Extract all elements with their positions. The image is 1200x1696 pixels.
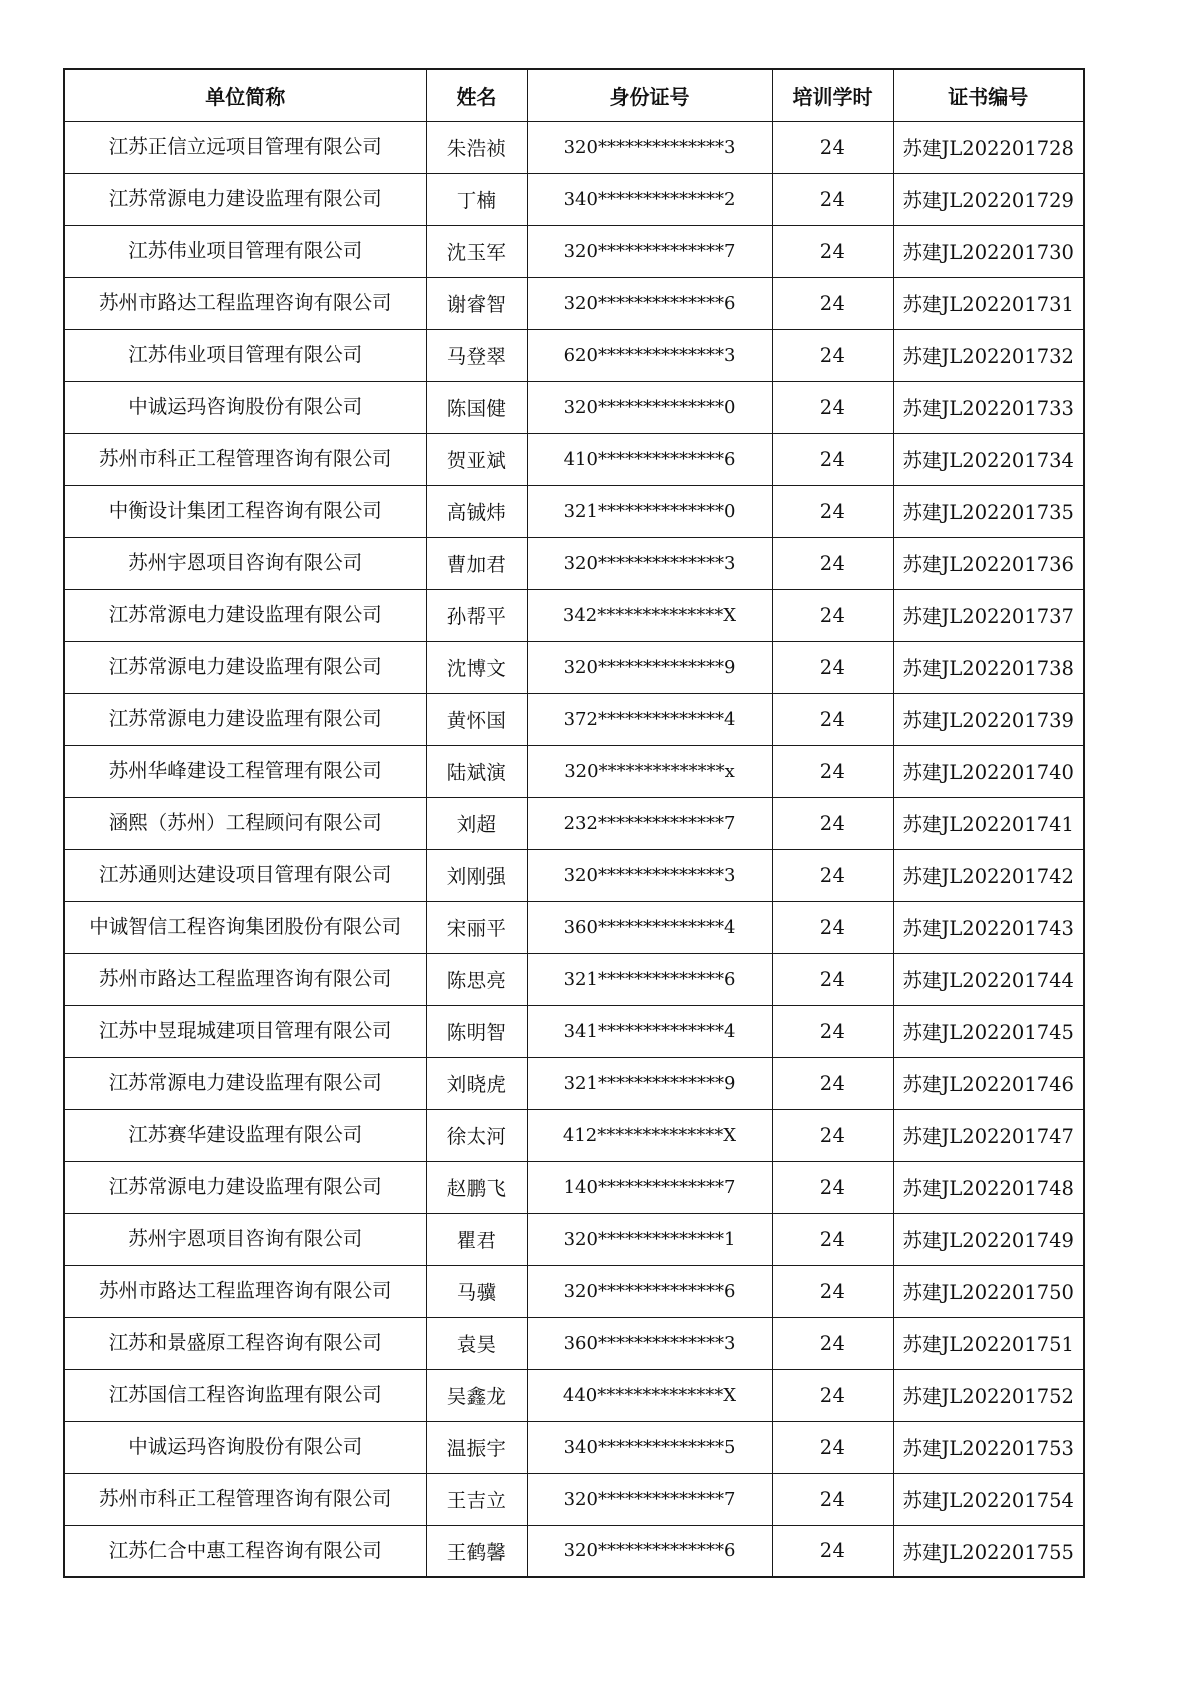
cell-hours: 24: [772, 1369, 893, 1421]
cell-cert-no: 苏建JL202201732: [893, 329, 1084, 381]
cell-unit: 中诚运玛咨询股份有限公司: [64, 1421, 426, 1473]
cell-id-number: 320**************6: [527, 1525, 772, 1577]
cell-unit: 涵熙（苏州）工程顾问有限公司: [64, 797, 426, 849]
cell-id-number: 321**************9: [527, 1057, 772, 1109]
cell-id-number: 320**************3: [527, 849, 772, 901]
cell-id-number: 140**************7: [527, 1161, 772, 1213]
cell-cert-no: 苏建JL202201740: [893, 745, 1084, 797]
cell-unit: 苏州宇恩项目咨询有限公司: [64, 1213, 426, 1265]
cell-id-number: 360**************3: [527, 1317, 772, 1369]
cell-name: 温振宇: [426, 1421, 527, 1473]
cell-hours: 24: [772, 1161, 893, 1213]
cell-hours: 24: [772, 485, 893, 537]
cell-hours: 24: [772, 1213, 893, 1265]
cell-name: 沈玉军: [426, 225, 527, 277]
table-row: [64, 1005, 1084, 1057]
cell-unit: 江苏常源电力建设监理有限公司: [64, 173, 426, 225]
cell-cert-no: 苏建JL202201755: [893, 1525, 1084, 1577]
cell-unit: 中诚运玛咨询股份有限公司: [64, 381, 426, 433]
cell-id-number: 320**************6: [527, 1265, 772, 1317]
cell-hours: 24: [772, 225, 893, 277]
cell-unit: 苏州宇恩项目咨询有限公司: [64, 537, 426, 589]
cell-cert-no: 苏建JL202201750: [893, 1265, 1084, 1317]
cell-hours: 24: [772, 1109, 893, 1161]
cell-id-number: 321**************0: [527, 485, 772, 537]
cell-id-number: 620**************3: [527, 329, 772, 381]
cell-id-number: 320**************1: [527, 1213, 772, 1265]
cell-unit: 苏州市路达工程监理咨询有限公司: [64, 277, 426, 329]
cell-hours: 24: [772, 277, 893, 329]
cell-id-number: 340**************5: [527, 1421, 772, 1473]
cell-unit: 江苏正信立远项目管理有限公司: [64, 121, 426, 173]
cell-cert-no: 苏建JL202201746: [893, 1057, 1084, 1109]
cell-id-number: 320**************7: [527, 225, 772, 277]
cell-id-number: 342**************X: [527, 589, 772, 641]
cell-hours: 24: [772, 1421, 893, 1473]
cell-id-number: 320**************3: [527, 121, 772, 173]
cell-unit: 苏州市路达工程监理咨询有限公司: [64, 1265, 426, 1317]
cell-unit: 江苏常源电力建设监理有限公司: [64, 693, 426, 745]
cell-name: 袁昊: [426, 1317, 527, 1369]
cell-hours: 24: [772, 173, 893, 225]
cell-hours: 24: [772, 381, 893, 433]
cell-id-number: 320**************0: [527, 381, 772, 433]
cell-cert-no: 苏建JL202201728: [893, 121, 1084, 173]
table-row: [64, 485, 1084, 537]
table-row: [64, 537, 1084, 589]
table-body: [64, 121, 1084, 1577]
cell-cert-no: 苏建JL202201733: [893, 381, 1084, 433]
cell-id-number: 360**************4: [527, 901, 772, 953]
cell-cert-no: 苏建JL202201738: [893, 641, 1084, 693]
table-row: [64, 173, 1084, 225]
cell-name: 马骥: [426, 1265, 527, 1317]
cell-hours: 24: [772, 693, 893, 745]
table-row: [64, 381, 1084, 433]
table-row: [64, 1421, 1084, 1473]
cell-unit: 江苏伟业项目管理有限公司: [64, 225, 426, 277]
cell-unit: 江苏伟业项目管理有限公司: [64, 329, 426, 381]
table-row: [64, 1265, 1084, 1317]
cell-name: 马登翠: [426, 329, 527, 381]
cell-cert-no: 苏建JL202201744: [893, 953, 1084, 1005]
cell-unit: 中诚智信工程咨询集团股份有限公司: [64, 901, 426, 953]
cell-cert-no: 苏建JL202201747: [893, 1109, 1084, 1161]
cell-unit: 苏州市科正工程管理咨询有限公司: [64, 433, 426, 485]
cell-hours: 24: [772, 745, 893, 797]
cell-name: 陈国健: [426, 381, 527, 433]
table-row: [64, 589, 1084, 641]
cell-hours: 24: [772, 1265, 893, 1317]
cell-unit: 江苏和景盛原工程咨询有限公司: [64, 1317, 426, 1369]
cell-name: 曹加君: [426, 537, 527, 589]
cell-unit: 江苏常源电力建设监理有限公司: [64, 1161, 426, 1213]
cell-name: 陆斌演: [426, 745, 527, 797]
cell-id-number: 320**************7: [527, 1473, 772, 1525]
cell-cert-no: 苏建JL202201730: [893, 225, 1084, 277]
table-row: [64, 693, 1084, 745]
cell-unit: 中衡设计集团工程咨询有限公司: [64, 485, 426, 537]
table-row: [64, 121, 1084, 173]
cell-name: 贺亚斌: [426, 433, 527, 485]
cell-name: 瞿君: [426, 1213, 527, 1265]
cell-hours: 24: [772, 537, 893, 589]
cell-name: 刘超: [426, 797, 527, 849]
table-row: [64, 1525, 1084, 1577]
cell-unit: 江苏通则达建设项目管理有限公司: [64, 849, 426, 901]
table-row: [64, 1057, 1084, 1109]
table-row: [64, 641, 1084, 693]
header-cert-no: 证书编号: [893, 69, 1084, 121]
cell-unit: 江苏国信工程咨询监理有限公司: [64, 1369, 426, 1421]
cell-name: 高铖炜: [426, 485, 527, 537]
table-row: [64, 901, 1084, 953]
cell-name: 吴鑫龙: [426, 1369, 527, 1421]
cell-cert-no: 苏建JL202201735: [893, 485, 1084, 537]
cell-cert-no: 苏建JL202201736: [893, 537, 1084, 589]
table-row: [64, 1473, 1084, 1525]
table-row: [64, 277, 1084, 329]
cell-hours: 24: [772, 589, 893, 641]
cell-cert-no: 苏建JL202201737: [893, 589, 1084, 641]
cell-id-number: 320**************9: [527, 641, 772, 693]
cell-name: 徐太河: [426, 1109, 527, 1161]
cell-hours: 24: [772, 641, 893, 693]
cell-hours: 24: [772, 953, 893, 1005]
cell-hours: 24: [772, 1317, 893, 1369]
cell-cert-no: 苏建JL202201739: [893, 693, 1084, 745]
cell-cert-no: 苏建JL202201753: [893, 1421, 1084, 1473]
table-row: [64, 329, 1084, 381]
cell-cert-no: 苏建JL202201749: [893, 1213, 1084, 1265]
cell-hours: 24: [772, 1057, 893, 1109]
cell-cert-no: 苏建JL202201743: [893, 901, 1084, 953]
header-hours: 培训学时: [772, 69, 893, 121]
cell-id-number: 341**************4: [527, 1005, 772, 1057]
table-row: [64, 797, 1084, 849]
cell-cert-no: 苏建JL202201752: [893, 1369, 1084, 1421]
cell-name: 沈博文: [426, 641, 527, 693]
cell-hours: 24: [772, 329, 893, 381]
cell-unit: 苏州华峰建设工程管理有限公司: [64, 745, 426, 797]
cell-cert-no: 苏建JL202201748: [893, 1161, 1084, 1213]
cell-name: 朱浩祯: [426, 121, 527, 173]
cell-name: 王鹤馨: [426, 1525, 527, 1577]
cell-name: 宋丽平: [426, 901, 527, 953]
cell-name: 丁楠: [426, 173, 527, 225]
cell-id-number: 372**************4: [527, 693, 772, 745]
table-row: [64, 745, 1084, 797]
table-row: [64, 849, 1084, 901]
table-row: [64, 225, 1084, 277]
table-row: [64, 433, 1084, 485]
cell-name: 孙帮平: [426, 589, 527, 641]
cell-id-number: 412**************X: [527, 1109, 772, 1161]
cell-name: 刘晓虎: [426, 1057, 527, 1109]
cell-id-number: 340**************2: [527, 173, 772, 225]
cell-cert-no: 苏建JL202201754: [893, 1473, 1084, 1525]
header-name: 姓名: [426, 69, 527, 121]
cell-name: 王吉立: [426, 1473, 527, 1525]
cell-id-number: 321**************6: [527, 953, 772, 1005]
cell-id-number: 320**************x: [527, 745, 772, 797]
header-unit: 单位简称: [64, 69, 426, 121]
table-row: [64, 1369, 1084, 1421]
table-row: [64, 1109, 1084, 1161]
header-id-number: 身份证号: [527, 69, 772, 121]
cell-id-number: 440**************X: [527, 1369, 772, 1421]
cell-name: 刘刚强: [426, 849, 527, 901]
cell-hours: 24: [772, 433, 893, 485]
table-row: [64, 1213, 1084, 1265]
table-row: [64, 953, 1084, 1005]
cell-unit: 江苏常源电力建设监理有限公司: [64, 641, 426, 693]
cell-cert-no: 苏建JL202201734: [893, 433, 1084, 485]
cell-hours: 24: [772, 1005, 893, 1057]
cell-unit: 苏州市科正工程管理咨询有限公司: [64, 1473, 426, 1525]
cell-hours: 24: [772, 121, 893, 173]
cell-unit: 江苏常源电力建设监理有限公司: [64, 1057, 426, 1109]
cell-unit: 苏州市路达工程监理咨询有限公司: [64, 953, 426, 1005]
cell-hours: 24: [772, 1473, 893, 1525]
cell-name: 赵鹏飞: [426, 1161, 527, 1213]
cell-hours: 24: [772, 901, 893, 953]
cell-cert-no: 苏建JL202201729: [893, 173, 1084, 225]
cell-name: 陈明智: [426, 1005, 527, 1057]
cell-hours: 24: [772, 797, 893, 849]
cell-id-number: 320**************3: [527, 537, 772, 589]
table-row: [64, 1317, 1084, 1369]
cell-id-number: 410**************6: [527, 433, 772, 485]
cell-cert-no: 苏建JL202201742: [893, 849, 1084, 901]
cell-unit: 江苏常源电力建设监理有限公司: [64, 589, 426, 641]
cell-cert-no: 苏建JL202201751: [893, 1317, 1084, 1369]
cell-unit: 江苏仁合中惠工程咨询有限公司: [64, 1525, 426, 1577]
cell-unit: 江苏赛华建设监理有限公司: [64, 1109, 426, 1161]
cell-cert-no: 苏建JL202201745: [893, 1005, 1084, 1057]
certificate-table: [63, 68, 1085, 1578]
cell-cert-no: 苏建JL202201741: [893, 797, 1084, 849]
cell-id-number: 320**************6: [527, 277, 772, 329]
cell-name: 黄怀国: [426, 693, 527, 745]
cell-name: 谢睿智: [426, 277, 527, 329]
table-header-row: [64, 69, 1084, 121]
cell-unit: 江苏中昱琨城建项目管理有限公司: [64, 1005, 426, 1057]
cell-id-number: 232**************7: [527, 797, 772, 849]
cell-hours: 24: [772, 849, 893, 901]
cell-cert-no: 苏建JL202201731: [893, 277, 1084, 329]
cell-name: 陈思亮: [426, 953, 527, 1005]
cell-hours: 24: [772, 1525, 893, 1577]
table-row: [64, 1161, 1084, 1213]
